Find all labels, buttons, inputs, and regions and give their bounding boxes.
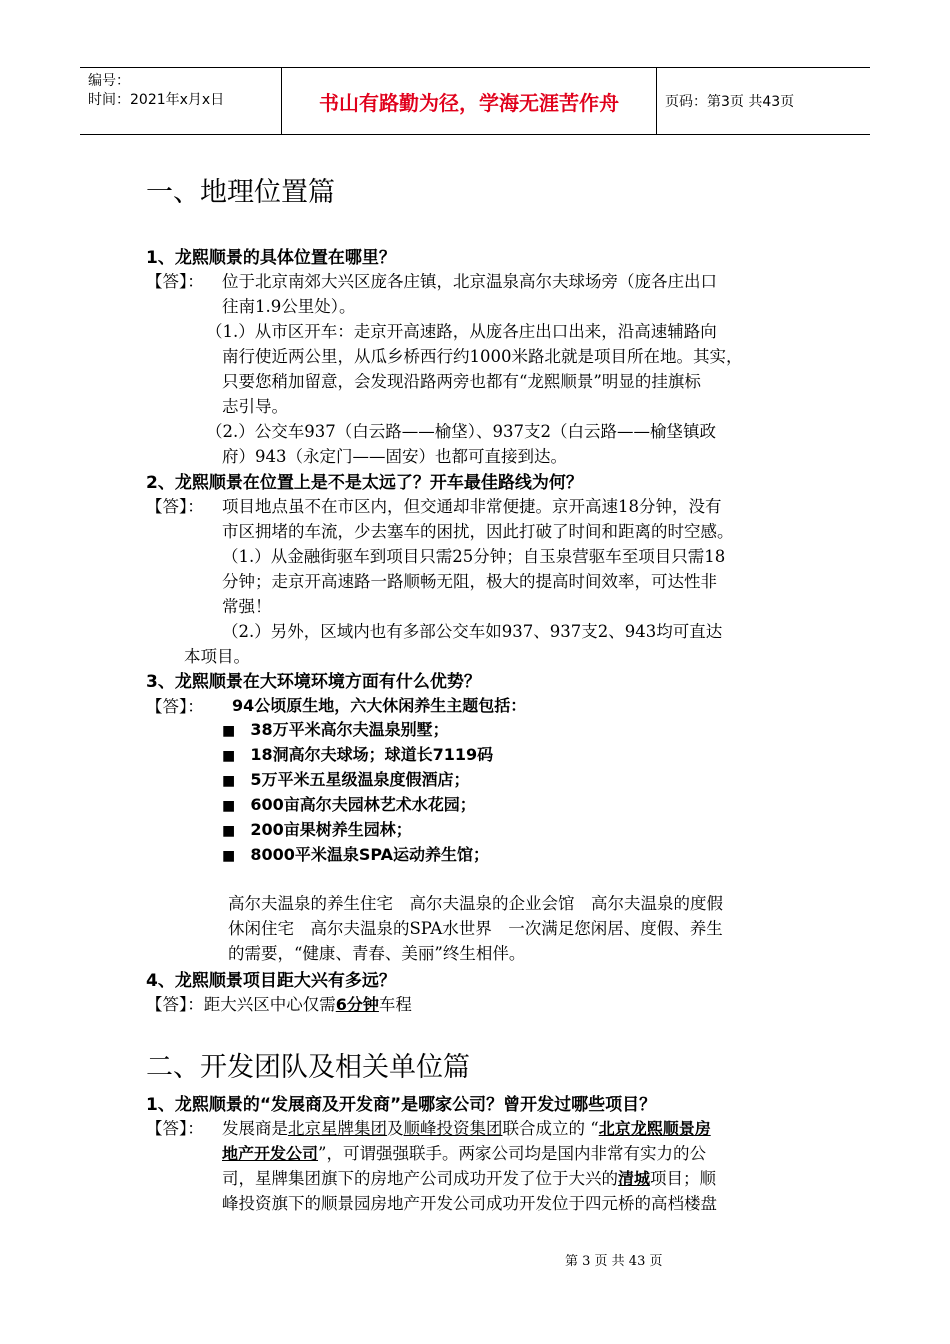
answer-text: 发展商是北京星牌集团及顺峰投资集团联合成立的 “北京龙熙顺景房 xyxy=(222,1119,711,1138)
number-label: 编号： xyxy=(88,73,130,89)
answer-text: 往南1.9公里处）。 xyxy=(222,297,356,316)
page-header xyxy=(80,67,870,135)
company-name: 地产开发公司 xyxy=(222,1144,319,1163)
summary-text: 休闲住宅 高尔夫温泉的SPA水世界 一次满足您闲居、度假、养生 xyxy=(228,919,723,938)
answer-line: 【答】：距大兴区中心仅需6分钟车程 xyxy=(146,995,412,1014)
answer-label: 【答】： xyxy=(146,995,204,1014)
question-1-2: 2、龙熙顺景在位置上是不是太远了？开车最佳路线为何？ xyxy=(146,473,583,493)
answer-text: 峰投资旗下的顺景园房地产开发公司成功开发位于四元桥的高档楼盘 xyxy=(222,1194,717,1213)
list-item: ■ 18洞高尔夫球场；球道长7119码 xyxy=(222,745,494,764)
answer-text: 本项目。 xyxy=(184,647,250,666)
summary-text: 的需要，“健康、青春、美丽”终生相伴。 xyxy=(228,944,526,963)
answer-label: 【答】： xyxy=(146,1119,204,1138)
answer-intro: 94公顷原生地，六大休闲养生主题包括： xyxy=(232,696,527,715)
company-name: 北京龙熙顺景房 xyxy=(598,1119,711,1138)
question-2-1: 1、龙熙顺景的“发展商及开发商”是哪家公司？曾开发过哪些项目？ xyxy=(146,1095,657,1115)
page-footer: 第 3 页 共 43 页 xyxy=(565,1254,663,1269)
list-item: ■ 600亩高尔夫园林艺术水花园； xyxy=(222,795,476,814)
summary-text: 高尔夫温泉的养生住宅 高尔夫温泉的企业会馆 高尔夫温泉的度假 xyxy=(228,894,723,913)
answer-text: 南行使近两公里，从瓜乡桥西行约1000米路北就是项目所在地。其实， xyxy=(222,347,743,366)
answer-text: （1.）从金融街驱车到项目只需25分钟；自玉泉营驱车至项目只需18 xyxy=(222,547,726,566)
answer-text: （1.）从市区开车：走京开高速路，从庞各庄出口出来，沿高速辅路向 xyxy=(206,322,717,341)
answer-text: 常强！ xyxy=(222,597,272,616)
header-meta xyxy=(80,68,282,134)
bullet-icon: ■ xyxy=(222,798,236,814)
question-1-4: 4、龙熙顺景项目距大兴有多远？ xyxy=(146,971,396,991)
company-name: 北京星牌集团 xyxy=(288,1119,387,1138)
list-item: ■ 8000平米温泉SPA运动养生馆； xyxy=(222,845,490,864)
bullet-icon: ■ xyxy=(222,748,236,764)
section-title-1: 一、地理位置篇 xyxy=(146,177,335,208)
answer-text: 分钟；走京开高速路一路顺畅无阻，极大的提高时间效率，可达性非 xyxy=(222,572,717,591)
answer-text: 位于北京南郊大兴区庞各庄镇，北京温泉高尔夫球场旁（庞各庄出口 xyxy=(222,272,717,291)
answer-text: （2.）另外，区域内也有多部公交车如937、937支2、943均可直达 xyxy=(222,622,723,641)
time-label: 时间：2021年x月x日 xyxy=(88,92,225,108)
question-1-1: 1、龙熙顺景的具体位置在哪里？ xyxy=(146,248,396,268)
bullet-icon: ■ xyxy=(222,848,236,864)
list-item: ■ 200亩果树养生园林； xyxy=(222,820,412,839)
answer-text: （2.）公交车937（白云路——榆垡）、937支2（白云路——榆垡镇政 xyxy=(206,422,716,441)
answer-label: 【答】： xyxy=(146,272,204,291)
answer-text: 市区拥堵的车流，少去塞车的困扰，因此打破了时间和距离的时空感。 xyxy=(222,522,734,541)
answer-text: 项目地点虽不在市区内，但交通却非常便捷。京开高速18分钟，没有 xyxy=(222,497,722,516)
question-1-3: 3、龙熙顺景在大环境环境方面有什么优势？ xyxy=(146,672,481,692)
answer-text: 地产开发公司”，可谓强强联手。两家公司均是国内非常有实力的公 xyxy=(222,1144,706,1163)
bullet-icon: ■ xyxy=(222,773,236,789)
company-name: 顺峰投资集团 xyxy=(403,1119,503,1138)
header-motto: 书山有路勤为径，学海无涯苦作舟 xyxy=(282,68,657,134)
answer-label: 【答】： xyxy=(146,497,204,516)
highlight-duration: 6分钟 xyxy=(335,995,379,1014)
project-name: 清城 xyxy=(618,1169,651,1188)
header-page-info: 页码：第3页 共43页 xyxy=(665,94,795,110)
section-title-2: 二、开发团队及相关单位篇 xyxy=(146,1052,470,1083)
list-item: ■ 38万平米高尔夫温泉别墅； xyxy=(222,720,449,739)
bullet-icon: ■ xyxy=(222,823,236,839)
answer-label: 【答】： xyxy=(146,697,204,716)
list-item: ■ 5万平米五星级温泉度假酒店； xyxy=(222,770,470,789)
answer-text: 府）943（永定门——固安）也都可直接到达。 xyxy=(222,447,567,466)
bullet-icon: ■ xyxy=(222,723,236,739)
answer-text: 只要您稍加留意，会发现沿路两旁也都有“龙熙顺景”明显的挂旗标 xyxy=(222,372,701,391)
answer-text: 司，星牌集团旗下的房地产公司成功开发了位于大兴的清城项目；顺 xyxy=(222,1169,717,1188)
answer-text: 志引导。 xyxy=(222,397,288,416)
